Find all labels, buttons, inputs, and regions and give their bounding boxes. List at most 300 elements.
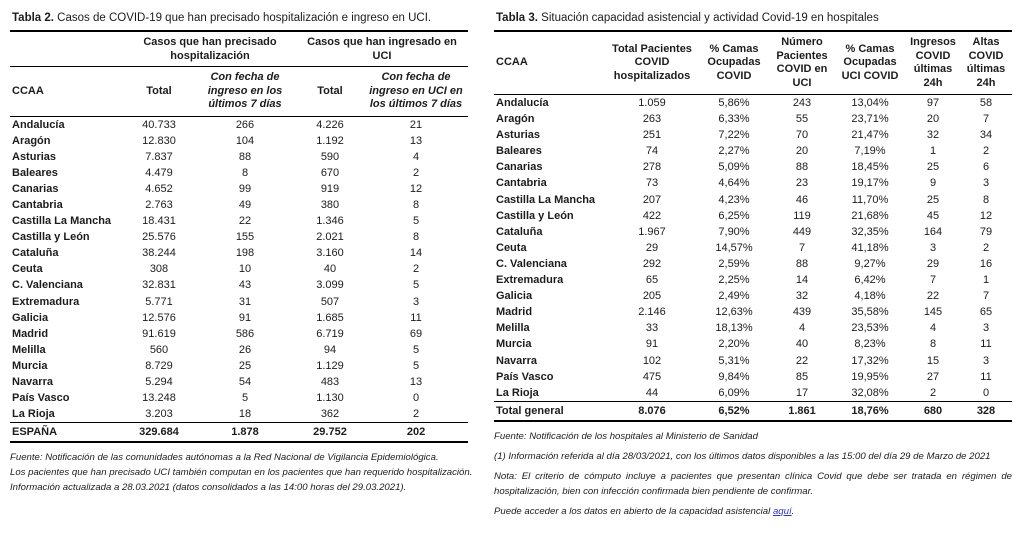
table-row <box>494 336 1012 352</box>
value-cell: 6 <box>982 161 990 174</box>
value-cell: 278 <box>642 161 662 174</box>
value-cell: 13.248 <box>142 392 176 405</box>
table-row <box>494 159 1012 175</box>
column-header-altas-24h: Altas COVID últimas 24h <box>960 32 1012 95</box>
value-cell: 12.830 <box>142 134 176 147</box>
value-cell: 25.576 <box>142 231 176 244</box>
value-cell: 119 <box>793 209 811 222</box>
ccaa-cell: C. Valenciana <box>496 257 567 270</box>
ccaa-cell: Aragón <box>12 134 51 147</box>
table-row <box>10 116 468 133</box>
value-cell: 4,23% <box>718 193 750 206</box>
table-row <box>10 261 468 277</box>
table-row <box>494 272 1012 288</box>
value-cell: 74 <box>645 145 659 158</box>
value-cell: 6,52% <box>698 401 770 421</box>
value-cell: 1.059 <box>638 97 666 109</box>
value-cell: 329.684 <box>124 423 194 443</box>
value-cell: 13 <box>409 376 423 388</box>
value-cell: 8.729 <box>145 359 173 372</box>
value-cell: 49 <box>238 198 252 211</box>
value-cell: 5 <box>412 215 420 228</box>
value-cell: 14 <box>409 247 423 260</box>
value-cell: 79 <box>979 225 993 238</box>
table-row <box>10 181 468 197</box>
value-cell: 6.719 <box>316 327 344 340</box>
value-cell: 2,27% <box>718 145 750 158</box>
value-cell: 1.861 <box>770 401 834 421</box>
column-header-ingresos-24h: Ingresos COVID últimas 24h <box>906 32 960 95</box>
value-cell: 14 <box>795 274 809 287</box>
value-cell: 13 <box>409 134 423 147</box>
value-cell: 91 <box>645 338 659 351</box>
value-cell: 23 <box>795 177 809 190</box>
value-cell: 10 <box>238 263 252 276</box>
value-cell: 22 <box>795 354 809 367</box>
table2-body <box>10 116 468 423</box>
table3-footnotes <box>494 422 1012 519</box>
value-cell: 5,09% <box>718 161 750 174</box>
ccaa-cell: La Rioja <box>12 408 55 421</box>
value-cell: 11 <box>980 338 992 351</box>
value-cell: 20 <box>926 113 940 126</box>
value-cell: 29.752 <box>296 423 364 443</box>
value-cell: 29 <box>926 257 940 270</box>
ccaa-cell: Andalucía <box>496 97 549 109</box>
value-cell: 2.763 <box>145 198 173 211</box>
value-cell: 8 <box>982 193 990 206</box>
footnote: Puede acceder a los datos en abierto de la capacidad asistencial aquí. <box>494 505 795 517</box>
ccaa-cell: Melilla <box>496 322 530 335</box>
value-cell: 2,20% <box>718 338 750 351</box>
table-row <box>494 401 1012 421</box>
value-cell: 9,27% <box>854 257 886 270</box>
value-cell: 8.076 <box>606 401 698 421</box>
value-cell: 35,58% <box>851 306 889 319</box>
ccaa-cell: ESPAÑA <box>10 423 124 443</box>
value-cell: 4.652 <box>145 182 173 195</box>
table-row <box>494 256 1012 272</box>
value-cell: 25 <box>238 359 252 372</box>
value-cell: 3 <box>929 241 937 254</box>
value-cell: 8 <box>241 166 249 179</box>
value-cell: 65 <box>979 306 993 319</box>
table3 <box>494 32 1012 422</box>
table-row <box>494 192 1012 208</box>
column-header-total-uci: Total <box>296 67 364 117</box>
value-cell: 7,90% <box>718 225 750 238</box>
ccaa-cell: Asturias <box>496 129 541 142</box>
table-row <box>10 374 468 390</box>
value-cell: 475 <box>642 370 662 383</box>
value-cell: 19,95% <box>851 370 889 383</box>
ccaa-cell: Cataluña <box>496 225 543 238</box>
value-cell: 2 <box>412 263 420 276</box>
value-cell: 65 <box>645 274 659 287</box>
table3-title-label: Tabla 3. <box>496 12 538 24</box>
value-cell: 5 <box>241 392 249 405</box>
ccaa-cell: Total general <box>494 401 606 421</box>
table-row <box>10 390 468 406</box>
value-cell: 3 <box>982 322 990 335</box>
value-cell: 27 <box>926 370 940 383</box>
value-cell: 85 <box>795 370 809 383</box>
value-cell: 40.733 <box>142 118 176 131</box>
footnote: Los pacientes que han precisado UCI también computan en los pacientes que han requerido hospitalización. <box>10 467 473 479</box>
value-cell: 507 <box>320 295 340 308</box>
ccaa-cell: Andalucía <box>12 118 65 131</box>
value-cell: 251 <box>642 129 662 142</box>
value-cell: 94 <box>323 343 337 356</box>
column-header-ccaa: CCAA <box>494 32 606 95</box>
value-cell: 9,84% <box>718 370 750 383</box>
value-cell: 2 <box>982 145 990 158</box>
table-row <box>494 127 1012 143</box>
table-row <box>494 95 1012 112</box>
value-cell: 1.192 <box>316 134 344 147</box>
value-cell: 33 <box>645 322 659 335</box>
value-cell: 17 <box>795 386 809 399</box>
value-cell: 54 <box>238 376 252 388</box>
value-cell: 11,70% <box>851 193 889 206</box>
ccaa-cell: Melilla <box>12 343 46 356</box>
column-header-camas-uci: % Camas Ocupadas UCI COVID <box>834 32 906 95</box>
ccaa-cell: Castilla y León <box>496 209 574 222</box>
value-cell: 38.244 <box>142 247 176 260</box>
ccaa-cell: Cataluña <box>12 247 59 260</box>
table-row <box>494 240 1012 256</box>
value-cell: 19,17% <box>851 177 889 190</box>
column-header-fecha-ingreso-7dias: Con fecha de ingreso en los últimos 7 días <box>194 67 296 117</box>
value-cell: 4 <box>798 322 806 335</box>
value-cell: 8,23% <box>854 338 886 351</box>
value-cell: 2,59% <box>718 257 750 270</box>
value-cell: 7 <box>982 290 990 303</box>
value-cell: 5.771 <box>145 295 173 308</box>
ccaa-cell: La Rioja <box>496 386 539 399</box>
value-cell: 12 <box>409 182 423 195</box>
value-cell: 7 <box>929 274 937 287</box>
table-row <box>10 358 468 374</box>
value-cell: 32 <box>795 290 809 303</box>
value-cell: 32,08% <box>851 386 889 399</box>
table-row <box>10 165 468 181</box>
table-row <box>10 326 468 342</box>
value-cell: 18.431 <box>142 215 176 228</box>
ccaa-cell: Castilla La Mancha <box>12 215 112 228</box>
ccaa-cell: Extremadura <box>12 295 80 308</box>
value-cell: 23,53% <box>851 322 889 335</box>
table2-section <box>10 8 473 495</box>
value-cell: 1.130 <box>316 392 344 405</box>
value-cell: 25 <box>926 161 940 174</box>
value-cell: 12.576 <box>142 311 176 324</box>
value-cell: 6,25% <box>718 209 750 222</box>
table-row <box>10 133 468 149</box>
value-cell: 2.021 <box>316 231 344 244</box>
value-cell: 439 <box>792 306 812 319</box>
value-cell: 7 <box>982 113 990 126</box>
table-row <box>494 224 1012 240</box>
table2 <box>10 32 468 443</box>
value-cell: 164 <box>923 225 943 238</box>
value-cell: 91 <box>238 311 252 324</box>
footnote: (1) Información referida al día 28/03/2021, con los últimos datos disponibles a las 15:00 del día 29 de Marzo de 2021 <box>494 450 991 462</box>
value-cell: 205 <box>642 290 662 303</box>
value-cell: 22 <box>238 215 252 228</box>
value-cell: 5,86% <box>718 97 750 109</box>
table-row <box>10 229 468 245</box>
value-cell: 21 <box>409 118 423 131</box>
value-cell: 73 <box>645 177 659 190</box>
table-row <box>494 143 1012 159</box>
table-row <box>494 208 1012 224</box>
value-cell: 97 <box>926 97 940 109</box>
value-cell: 3.160 <box>316 247 344 260</box>
value-cell: 449 <box>792 225 812 238</box>
value-cell: 32 <box>926 129 940 142</box>
value-cell: 20 <box>795 145 809 158</box>
ccaa-cell: País Vasco <box>12 392 70 405</box>
value-cell: 919 <box>320 182 340 195</box>
value-cell: 2 <box>929 386 937 399</box>
value-cell: 380 <box>320 198 340 211</box>
value-cell: 17,32% <box>851 354 889 367</box>
ccaa-cell: Extremadura <box>496 274 564 287</box>
value-cell: 4 <box>412 150 420 163</box>
value-cell: 5,31% <box>718 354 750 367</box>
value-cell: 3 <box>412 295 420 308</box>
value-cell: 670 <box>320 166 340 179</box>
value-cell: 91.619 <box>142 327 176 340</box>
table3-title <box>494 8 1012 32</box>
value-cell: 44 <box>645 386 659 399</box>
table2-title-text: Casos de COVID-19 que han precisado hospitalización e ingreso en UCI. <box>53 12 432 24</box>
value-cell: 69 <box>409 327 423 340</box>
table-row <box>10 213 468 229</box>
value-cell: 34 <box>979 129 993 142</box>
value-cell: 2 <box>412 408 420 421</box>
table-row <box>494 320 1012 336</box>
table-row <box>494 304 1012 320</box>
group-header-hospitalizacion: Casos que han precisado hospitalización <box>124 32 296 67</box>
value-cell: 4,64% <box>718 177 750 190</box>
value-cell: 29 <box>645 241 659 254</box>
table-row <box>494 288 1012 304</box>
table-row <box>494 369 1012 385</box>
value-cell: 46 <box>795 193 809 206</box>
value-cell: 4 <box>929 322 937 335</box>
empty-header-cell <box>10 32 124 67</box>
table2-title <box>10 8 468 32</box>
value-cell: 202 <box>364 423 468 443</box>
table-row <box>10 294 468 310</box>
value-cell: 18 <box>238 408 252 421</box>
ccaa-cell: Canarias <box>12 182 59 195</box>
value-cell: 16 <box>979 257 993 270</box>
value-cell: 26 <box>238 343 252 356</box>
table-row <box>494 175 1012 191</box>
value-cell: 21,68% <box>851 209 889 222</box>
value-cell: 155 <box>235 231 255 244</box>
table2-group-header-row <box>10 32 468 67</box>
table-row <box>10 423 468 443</box>
value-cell: 14,57% <box>715 241 753 254</box>
value-cell: 7,19% <box>854 145 886 158</box>
column-header-pacientes-uci: Número Pacientes COVID en UCI <box>770 32 834 95</box>
table-row <box>494 353 1012 369</box>
value-cell: 422 <box>642 209 662 222</box>
ccaa-cell: País Vasco <box>496 370 554 383</box>
ccaa-cell: Galicia <box>12 311 49 324</box>
value-cell: 4.226 <box>316 118 344 131</box>
value-cell: 23,71% <box>851 113 889 126</box>
ccaa-cell: Castilla La Mancha <box>496 193 596 206</box>
value-cell: 43 <box>238 279 252 292</box>
value-cell: 58 <box>979 97 993 109</box>
value-cell: 8 <box>412 231 420 244</box>
value-cell: 102 <box>642 354 662 367</box>
table-row <box>10 342 468 358</box>
ccaa-cell: Aragón <box>496 113 535 126</box>
table3-section <box>494 8 1012 524</box>
value-cell: 11 <box>410 311 422 324</box>
value-cell: 9 <box>929 177 937 190</box>
value-cell: 70 <box>795 129 809 142</box>
value-cell: 680 <box>906 401 960 421</box>
value-cell: 198 <box>235 247 255 260</box>
value-cell: 5.294 <box>145 376 173 388</box>
value-cell: 41,18% <box>851 241 889 254</box>
value-cell: 292 <box>642 257 662 270</box>
value-cell: 7 <box>798 241 806 254</box>
value-cell: 5 <box>412 279 420 292</box>
ccaa-cell: Baleares <box>496 145 542 158</box>
ccaa-cell: Castilla y León <box>12 231 90 244</box>
table2-footnotes <box>10 443 480 495</box>
value-cell: 21,47% <box>851 129 889 142</box>
value-cell: 99 <box>238 182 252 195</box>
table-row <box>494 385 1012 402</box>
value-cell: 1.129 <box>316 359 344 372</box>
value-cell: 12 <box>979 209 993 222</box>
ccaa-cell: Murcia <box>12 359 48 372</box>
value-cell: 1.967 <box>638 225 666 238</box>
table-row <box>10 310 468 326</box>
value-cell: 7,22% <box>718 129 750 142</box>
value-cell: 3 <box>982 354 990 367</box>
value-cell: 560 <box>149 343 169 356</box>
ccaa-cell: Ceuta <box>496 241 527 254</box>
ccaa-cell: Asturias <box>12 150 57 163</box>
value-cell: 45 <box>926 209 940 222</box>
value-cell: 8 <box>929 338 937 351</box>
value-cell: 104 <box>235 134 255 147</box>
table2-total-row <box>10 423 468 443</box>
value-cell: 207 <box>642 193 662 206</box>
table3-total-row <box>494 401 1012 421</box>
value-cell: 40 <box>323 263 337 276</box>
value-cell: 1 <box>929 145 937 158</box>
value-cell: 12,63% <box>715 306 753 319</box>
value-cell: 266 <box>235 118 255 131</box>
value-cell: 243 <box>792 97 812 109</box>
value-cell: 32,35% <box>851 225 889 238</box>
value-cell: 145 <box>923 306 943 319</box>
ccaa-cell: Madrid <box>12 327 49 340</box>
value-cell: 3.203 <box>145 408 173 421</box>
value-cell: 55 <box>795 113 809 126</box>
value-cell: 6,33% <box>718 113 750 126</box>
value-cell: 31 <box>238 295 252 308</box>
value-cell: 40 <box>795 338 809 351</box>
group-header-uci: Casos que han ingresado en UCI <box>296 32 468 67</box>
ccaa-cell: Baleares <box>12 166 58 179</box>
ccaa-cell: Navarra <box>12 376 53 388</box>
table-row <box>10 277 468 293</box>
table-row <box>10 149 468 165</box>
footnote: Fuente: Notificación de las comunidades autónomas a la Red Nacional de Vigilancia Epidemiológica. <box>10 452 439 464</box>
column-header-fecha-uci-7dias: Con fecha de ingreso en UCI en los últimos 7 días <box>364 67 468 117</box>
table3-body <box>494 95 1012 402</box>
ccaa-cell: C. Valenciana <box>12 279 83 292</box>
value-cell: 11 <box>980 370 992 383</box>
ccaa-cell: Murcia <box>496 338 532 351</box>
ccaa-cell: Galicia <box>496 290 533 303</box>
value-cell: 263 <box>642 113 662 126</box>
value-cell: 22 <box>926 290 940 303</box>
ccaa-cell: Madrid <box>496 306 533 319</box>
table-row <box>10 406 468 423</box>
column-header-pacientes-hospitalizados: Total Pacientes COVID hospitalizados <box>606 32 698 95</box>
open-data-link[interactable]: aquí <box>772 505 792 517</box>
table2-column-header-row <box>10 67 468 117</box>
value-cell: 8 <box>412 198 420 211</box>
table3-title-text: Situación capacidad asistencial y actividad Covid-19 en hospitales <box>537 12 879 24</box>
table-row <box>494 111 1012 127</box>
value-cell: 13,04% <box>851 97 889 109</box>
value-cell: 2.146 <box>638 306 666 319</box>
value-cell: 1.878 <box>194 423 296 443</box>
value-cell: 2 <box>982 241 990 254</box>
value-cell: 0 <box>412 392 420 405</box>
value-cell: 0 <box>982 386 990 399</box>
value-cell: 590 <box>320 150 340 163</box>
column-header-camas-ocupadas: % Camas Ocupadas COVID <box>698 32 770 95</box>
table3-column-header-row <box>494 32 1012 95</box>
footnote: Información actualizada a 28.03.2021 (datos consolidados a las 14:00 horas del 29.03.2021). <box>10 482 407 494</box>
value-cell: 7.837 <box>145 150 173 163</box>
value-cell: 32.831 <box>142 279 176 292</box>
table-row <box>10 197 468 213</box>
value-cell: 88 <box>795 257 809 270</box>
ccaa-cell: Ceuta <box>12 263 43 276</box>
value-cell: 5 <box>412 359 420 372</box>
value-cell: 1.346 <box>316 215 344 228</box>
value-cell: 18,45% <box>851 161 889 174</box>
value-cell: 88 <box>795 161 809 174</box>
value-cell: 362 <box>320 408 340 421</box>
value-cell: 3 <box>982 177 990 190</box>
value-cell: 25 <box>926 193 940 206</box>
value-cell: 18,13% <box>715 322 753 335</box>
value-cell: 3.099 <box>316 279 344 292</box>
value-cell: 2,49% <box>718 290 750 303</box>
column-header-ccaa: CCAA <box>10 67 124 117</box>
value-cell: 586 <box>235 327 255 340</box>
ccaa-cell: Navarra <box>496 354 537 367</box>
value-cell: 4,18% <box>854 290 886 303</box>
